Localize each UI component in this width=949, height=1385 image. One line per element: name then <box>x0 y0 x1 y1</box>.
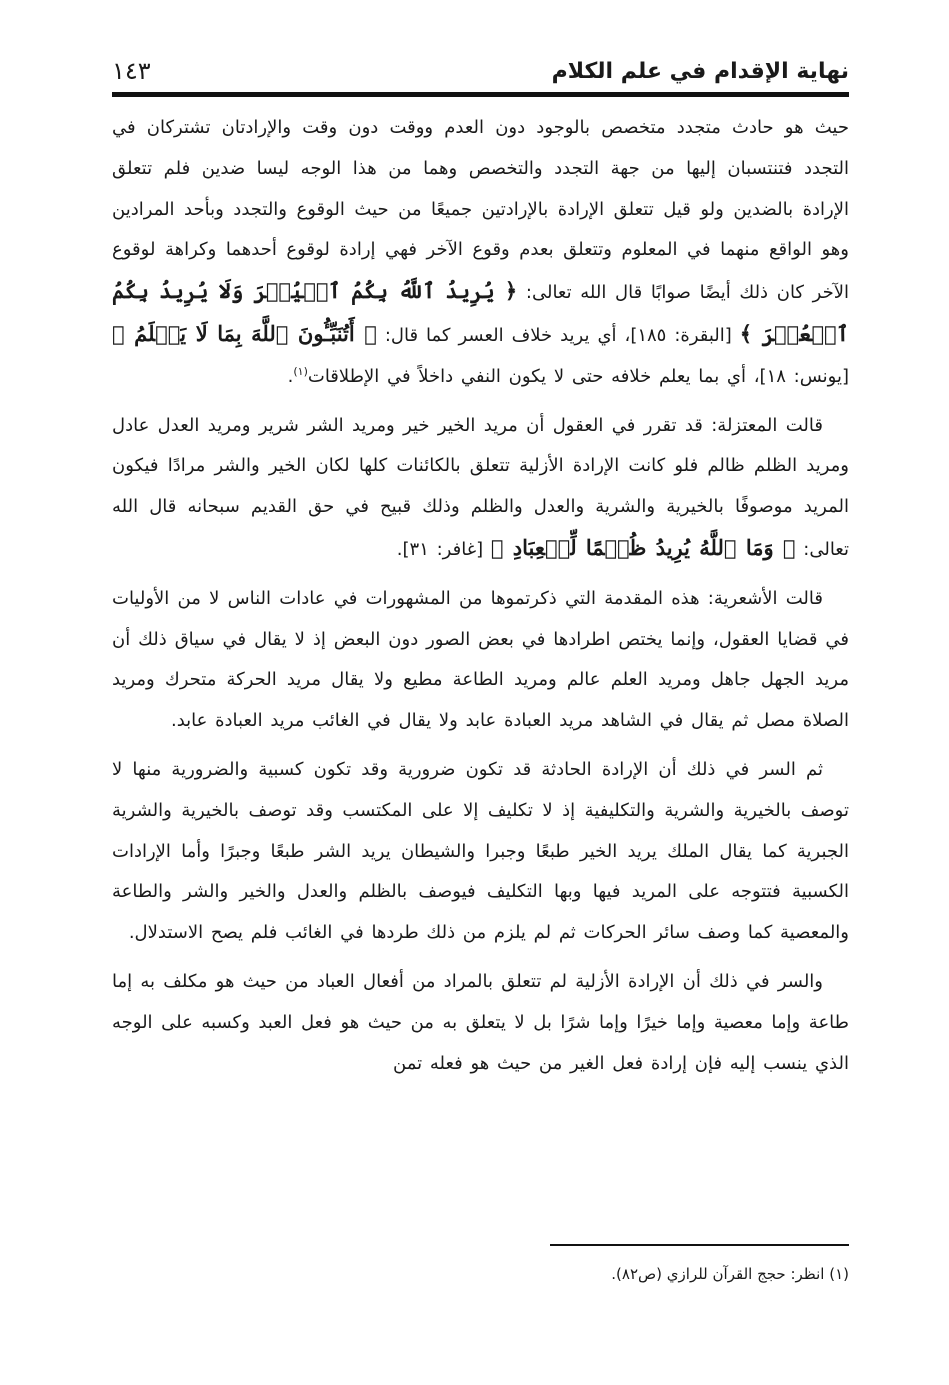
paragraph-1-end: . <box>287 365 294 387</box>
quran-verse-baqara: ﴿ يُرِيدُ ٱللَّهُ بِكُمُ ٱلۡيُسۡرَ وَلَا يُرِيدُ بِكُمُ ٱلۡعُسۡرَ ﴾ <box>112 278 849 346</box>
page-header <box>112 52 849 90</box>
paragraph-3: قالت الأشعرية: هذه المقدمة التي ذكرتموها من المشهورات في عادات الناس لا من الأوليات في قضايا العقول، وإنما يختص اطرادها في بعض الصور دون البعض إذ لا يقال في سياق ذلك أن مريد الجهل جاهل ومريد العلم عالم ومريد الطاعة مطيع ولا يقال مريد الحركة متحرك ومريد الصلاة مصل ثم يقال في الشاهد مريد العبادة عابد ولا يقال في الغائب مريد العبادة عابد. <box>112 587 849 732</box>
paragraph-2 <box>112 406 849 571</box>
verse-reference-baqara: [البقرة: ١٨٥]، أي يريد خلاف العسر كما قال: <box>384 324 732 346</box>
paragraph-4: ثم السر في ذلك أن الإرادة الحادثة قد تكون ضرورية وقد تكون كسبية والضرورية منها لا توصف بالخيرية والشرية والتكليفية إذ لا تكليف إلا على المكتسب وقد توصف بالخيرية والشرية الجبرية كما يقال الملك يريد الخير طبعًا وجبرا والشيطان يريد الشر طبعًا وجبرًا وأما الإرادات الكسبية فتتوجه على المريد فيها وبها التكليف فيوصف بالظلم والعدل والخير والشر والطاعة والمعصية كما وصف سائر الحركات ثم لم يلزم من ذلك طردها في الغائب فلم يصح الاستدلال. <box>112 758 849 944</box>
quran-verse-ghafir: ﴿ وَمَا ٱللَّهُ يُرِيدُ ظُلۡمًا لِّلۡعِبَادِ ﴾ <box>490 534 796 560</box>
paragraph-5: والسر في ذلك أن الإرادة الأزلية لم تتعلق بالمراد من أفعال العباد من حيث هو مكلف به إما طاعة وإما معصية وإما خيرًا وإما شرًا بل لا يتعلق به من حيث هو فعل العبد وكسبه على الوجه الذي ينسب إليه فإن إرادة فعل الغير من حيث هو فعله تمن <box>112 970 849 1074</box>
footnote-marker: (١) <box>293 364 308 378</box>
running-title: نهاية الإقدام في علم الكلام <box>551 59 849 84</box>
main-text <box>112 108 849 1092</box>
footnote-rule <box>550 1244 849 1246</box>
paragraph-1 <box>112 108 849 398</box>
header-rule <box>112 92 849 97</box>
footnote: (١) انظر: حجج القرآن للرازي (ص٨٢). <box>611 1265 849 1283</box>
paragraph-2-text: قالت المعتزلة: قد تقرر في العقول أن مريد الخير خير ومريد الشر شرير ومريد العدل عادل ومريد الظلم ظالم فلو كانت الإرادة الأزلية تتعلق بالكائنات كلها لكان الخير والشر مرادًا فيكون المريد موصوفًا بالخيرية والشرية والعدل والظلم وذلك قبيح في حق القديم سبحانه قال الله تعالى: <box>112 414 849 560</box>
quran-verse-yunus: ﴿ أَتُنَبِّـُٔونَ ٱللَّهَ بِمَا لَا يَعۡلَمُ ﴾ <box>112 320 377 346</box>
verse-reference-ghafir: [غافر: ٣١]. <box>396 538 484 560</box>
verse-reference-yunus: [يونس: ١٨]، أي بما يعلم خلافه حتى لا يكون النفي داخلاً في الإطلاقات <box>307 365 849 387</box>
page-number: ١٤٣ <box>112 57 151 85</box>
paragraph-1-text: حيث هو حادث متجدد متخصص بالوجود دون العدم ووقت دون وقت والإرادتان تشتركان في التجدد فتنتسبان إليها من جهة التجدد والتخصص وهما من هذا الوجه ليسا ضدين فلم تتعلق الإرادة بالضدين ولو قيل تتعلق الإرادة بالإرادتين جميعًا من حيث الوقوع والتجدد وبأحد المرادين وهو الواقع منهما في المعلوم وتتعلق بعدم وقوع الآخر فهي إرادة لوقوع أحدهما وكراهة لوقوع الآخر كان ذلك أيضًا صوابًا قال الله تعالى: <box>112 117 849 304</box>
